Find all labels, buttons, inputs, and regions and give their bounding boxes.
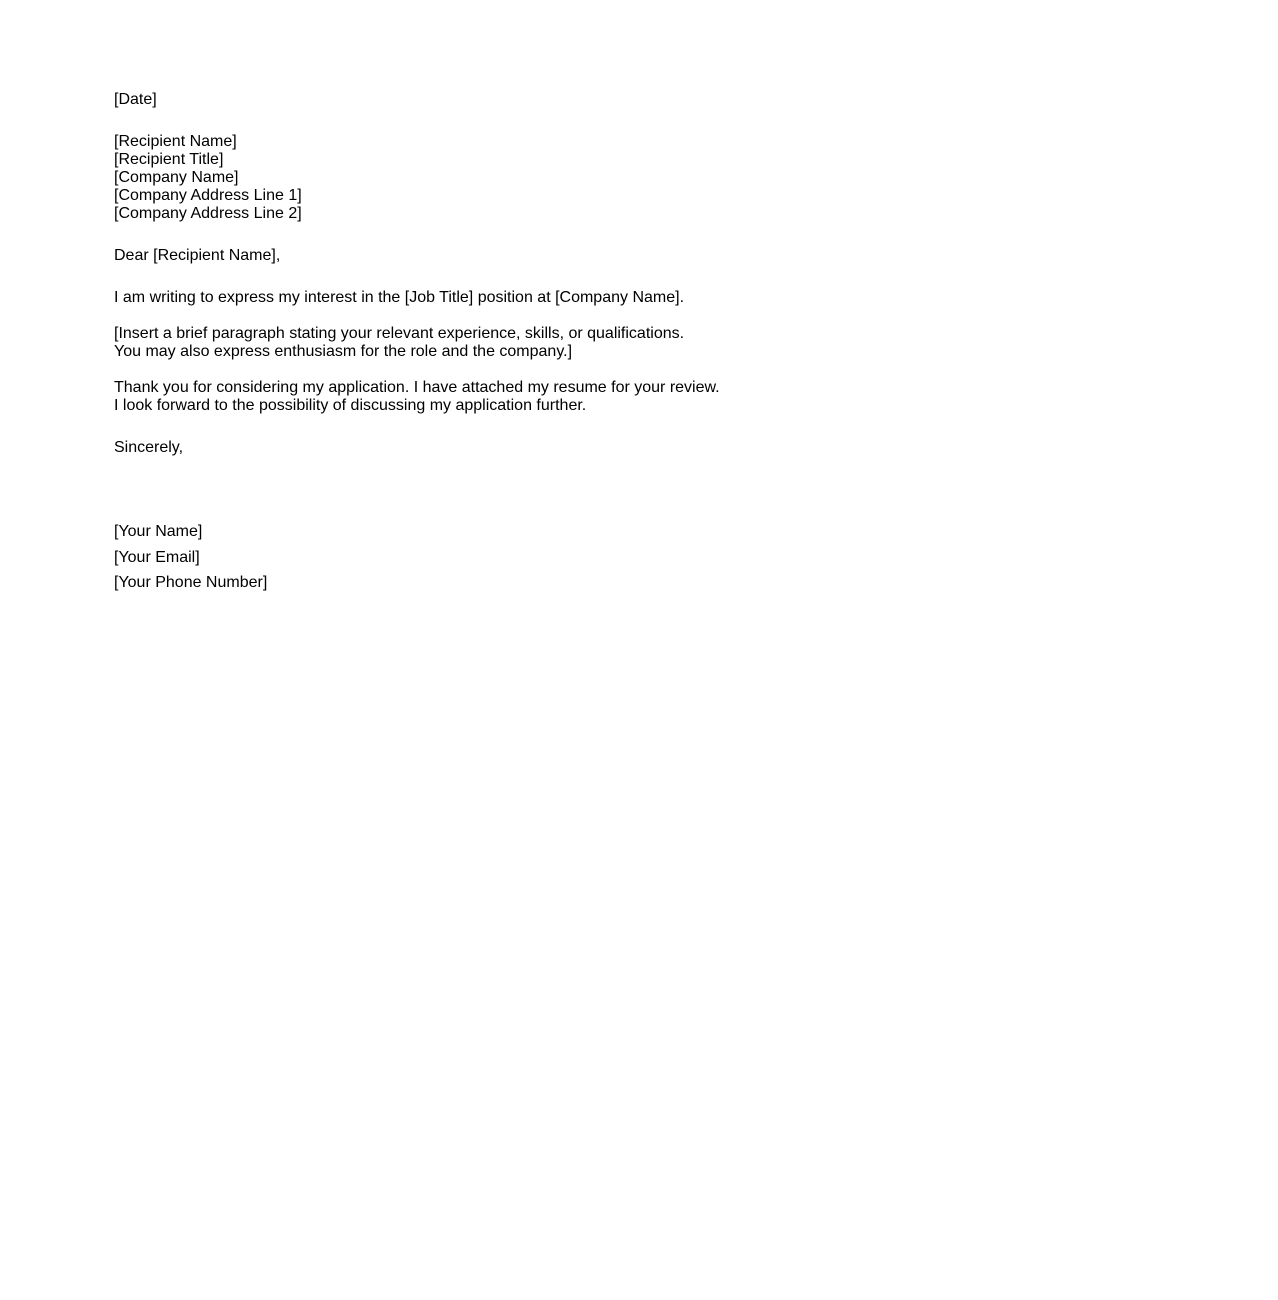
signature-phone: [Your Phone Number] [114, 574, 268, 591]
paragraph-line: I look forward to the possibility of discussing my application further. [114, 397, 587, 414]
recipient-address-line-1: [Company Address Line 1] [114, 187, 302, 204]
closing [114, 439, 1114, 457]
salutation-text: Dear [Recipient Name], [114, 247, 281, 264]
date-text: [Date] [114, 91, 157, 108]
body-paragraph-thanks [114, 379, 1114, 415]
recipient-title: [Recipient Title] [114, 151, 224, 168]
paragraph-line: Thank you for considering my application. I have attached my resume for your review. [114, 379, 720, 396]
paragraph-line: I am writing to express my interest in the [Job Title] position at [Company Name]. [114, 289, 685, 306]
closing-text: Sincerely, [114, 439, 184, 456]
recipient-company: [Company Name] [114, 169, 239, 186]
signature-block [114, 519, 1114, 596]
recipient-block [114, 133, 1114, 223]
signature-name: [Your Name] [114, 523, 203, 540]
letter-date [114, 91, 1114, 109]
paragraph-line: You may also express enthusiasm for the role and the company.] [114, 343, 573, 360]
recipient-address-line-2: [Company Address Line 2] [114, 205, 302, 222]
body-paragraph-intro [114, 289, 1114, 307]
signature-email: [Your Email] [114, 548, 200, 566]
recipient-name: [Recipient Name] [114, 133, 237, 150]
salutation [114, 247, 1114, 265]
body-paragraph-qualifications [114, 325, 1114, 361]
cover-letter [114, 91, 1114, 596]
paragraph-line: [Insert a brief paragraph stating your relevant experience, skills, or qualifications. [114, 325, 685, 342]
